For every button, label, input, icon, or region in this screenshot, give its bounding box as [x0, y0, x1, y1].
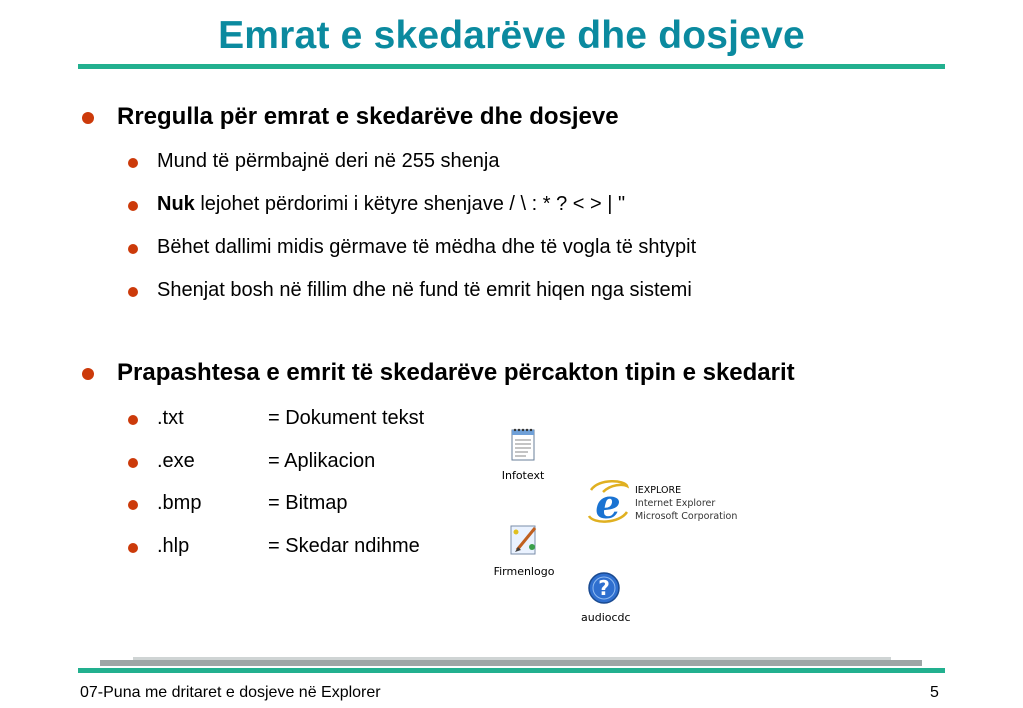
infotext-label: Infotext [501, 469, 545, 482]
firmenlogo-file-icon [491, 520, 557, 578]
firmenlogo-label: Firmenlogo [493, 565, 555, 578]
rule-text: Bëhet dallimi midis gërmave të mëdha dhe të vogla të shtypit [157, 236, 697, 258]
page-number: 5 [930, 684, 939, 701]
extension-desc: = Dokument tekst [268, 407, 425, 429]
svg-text:e: e [595, 481, 621, 526]
audiocdc-file-icon [581, 570, 631, 624]
help-icon [586, 570, 622, 606]
bullet-dot-icon [82, 368, 94, 380]
footer-divider [78, 668, 945, 673]
bullet-dot-icon [128, 158, 138, 168]
rule-bold-word: Nuk [157, 193, 195, 215]
rule-text: Mund të përmbajnë deri në 255 shenja [157, 150, 500, 172]
iexplore-name: IEXPLORE [635, 485, 682, 496]
iexplore-line1: Internet Explorer [635, 498, 716, 509]
bullet-dot-icon [128, 287, 138, 297]
title-divider [78, 64, 945, 69]
svg-text:?: ? [598, 576, 610, 600]
bullet-dot-icon [128, 244, 138, 254]
extension-name: .hlp [157, 535, 190, 557]
extension-desc: = Aplikacion [268, 450, 376, 472]
extension-name: .exe [157, 450, 195, 472]
extension-name: .bmp [157, 492, 202, 514]
extension-desc: = Bitmap [268, 492, 348, 514]
paint-icon [505, 520, 543, 560]
section-heading: Rregulla për emrat e skedarëve dhe dosjeve [117, 103, 619, 130]
bullet-dot-icon [128, 500, 138, 510]
extension-desc: = Skedar ndihme [268, 535, 420, 557]
bullet-dot-icon [128, 201, 138, 211]
rule-text [157, 193, 625, 216]
slide-title: Emrat e skedarëve dhe dosjeve [218, 14, 805, 57]
bullet-dot-icon [82, 112, 94, 124]
notepad-icon [506, 426, 540, 464]
internet-explorer-icon [585, 478, 631, 526]
rule-text-rest: lejohet përdorimi i këtyre shenjave / \ : * ? < > | " [194, 193, 626, 215]
bullet-dot-icon [128, 543, 138, 553]
footer-title: 07-Puna me dritaret e dosjeve në Explorer [80, 684, 381, 701]
rule-text: Shenjat bosh në fillim dhe në fund të emrit hiqen nga sistemi [157, 279, 692, 301]
extension-name: .txt [157, 407, 184, 429]
bullet-dot-icon [128, 415, 138, 425]
infotext-file-icon [493, 426, 553, 482]
iexplore-app-icon [584, 478, 632, 531]
iexplore-details [635, 484, 737, 523]
bullet-dot-icon [128, 458, 138, 468]
audiocdc-label: audiocdc [581, 611, 631, 624]
iexplore-line2: Microsoft Corporation [635, 511, 738, 522]
footer-decor-grey [100, 660, 922, 666]
section-heading: Prapashtesa e emrit të skedarëve përcakton tipin e skedarit [117, 359, 795, 386]
